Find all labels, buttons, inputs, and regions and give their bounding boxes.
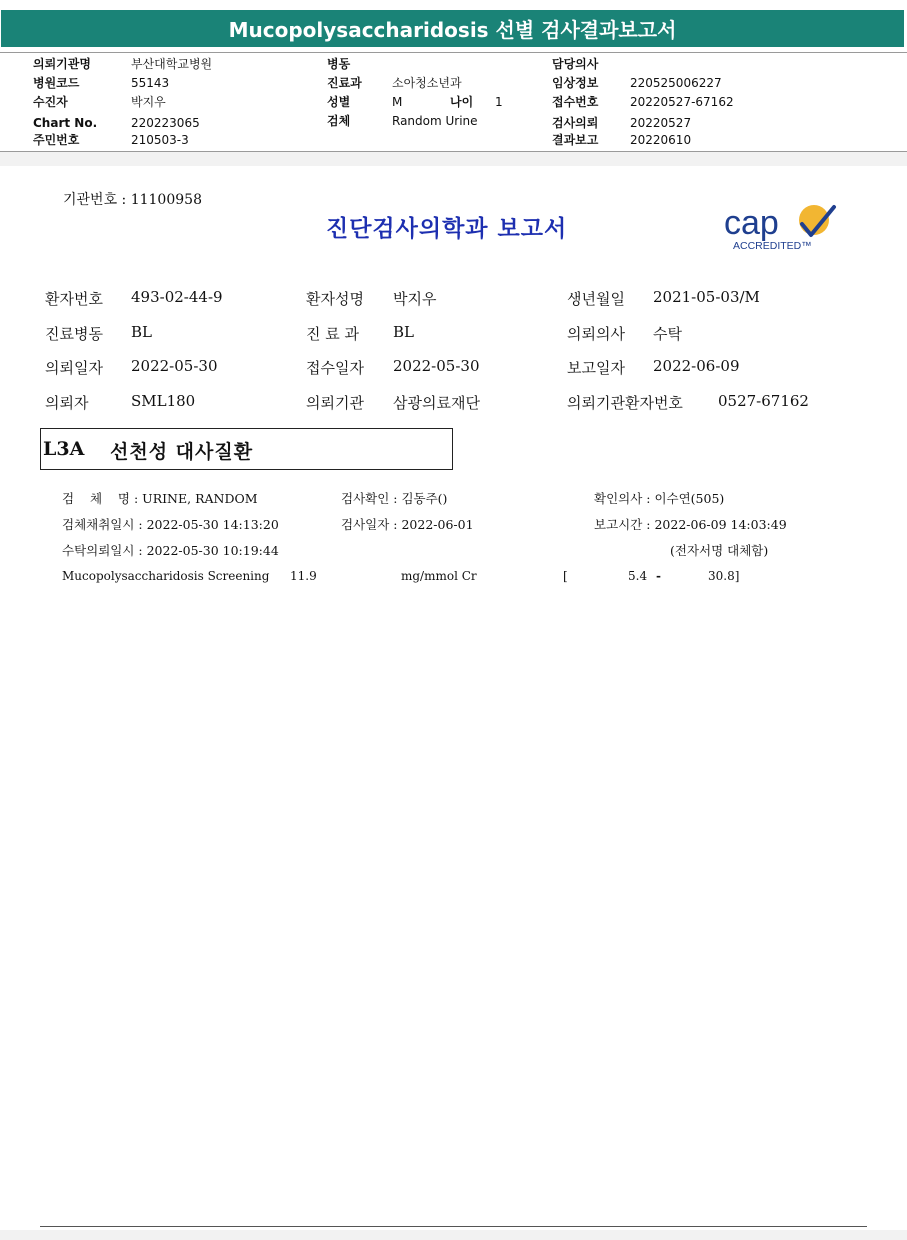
header-label: 결과보고 bbox=[552, 133, 599, 147]
header-value: 소아청소년과 bbox=[392, 76, 462, 90]
patient-info-label: 의뢰자 bbox=[45, 394, 89, 412]
patient-info-value: 2022-05-30 bbox=[393, 357, 480, 375]
header-value: M bbox=[392, 95, 403, 109]
section-code: L3A bbox=[43, 438, 85, 460]
confirming-doctor: 확인의사 : 이수연(505) bbox=[594, 491, 725, 506]
patient-info-label: 의뢰기관환자번호 bbox=[567, 394, 683, 412]
reference-high: 30.8] bbox=[708, 569, 740, 583]
header-label: 의뢰기관명 bbox=[33, 57, 91, 71]
patient-info-value: 박지우 bbox=[393, 290, 437, 308]
report-title: 진단검사의학과 보고서 bbox=[326, 215, 568, 242]
header-label: 수진자 bbox=[33, 95, 68, 109]
patient-info-label: 생년월일 bbox=[567, 290, 625, 308]
institution-number: 기관번호 : 11100958 bbox=[63, 192, 202, 208]
report-time: 보고시간 : 2022-06-09 14:03:49 bbox=[594, 517, 787, 532]
header-label: 검체 bbox=[327, 114, 351, 128]
header-value: 1 bbox=[495, 95, 503, 109]
header-label: Chart No. bbox=[33, 116, 98, 130]
header-label: 검사의뢰 bbox=[552, 116, 599, 130]
test-date: 검사일자 : 2022-06-01 bbox=[341, 517, 474, 532]
result-test-name: Mucopolysaccharidosis Screening bbox=[62, 569, 270, 583]
referral-datetime: 수탁의뢰일시 : 2022-05-30 10:19:44 bbox=[62, 543, 279, 558]
patient-info-value: 2021-05-03/M bbox=[653, 288, 760, 306]
header-label: 담당의사 bbox=[552, 57, 599, 71]
patient-info-value: 2022-06-09 bbox=[653, 357, 740, 375]
report-header-title: Mucopolysaccharidosis 선별 검사결과보고서 bbox=[1, 10, 904, 47]
specimen-name: 검 체 명 : URINE, RANDOM bbox=[62, 491, 258, 506]
patient-info-label: 환자성명 bbox=[306, 290, 364, 308]
header-label: 진료과 bbox=[327, 76, 362, 90]
cap-logo-accredited: ACCREDITED™ bbox=[733, 240, 812, 252]
patient-info-label: 의뢰의사 bbox=[567, 325, 625, 343]
header-top-divider bbox=[0, 52, 907, 53]
section-name: 선천성 대사질환 bbox=[110, 441, 254, 463]
patient-info-value: BL bbox=[393, 323, 414, 341]
header-value: 210503-3 bbox=[131, 133, 189, 147]
page-gap bbox=[0, 152, 907, 166]
reference-low: 5.4 bbox=[628, 569, 648, 583]
cap-logo-wordmark: cap bbox=[724, 204, 779, 242]
patient-info-value: 493-02-44-9 bbox=[131, 288, 223, 306]
footer-divider bbox=[40, 1226, 867, 1227]
header-label: 나이 bbox=[450, 95, 474, 109]
header-value: Random Urine bbox=[392, 114, 478, 128]
result-value: 11.9 bbox=[290, 569, 317, 583]
e-signature-note: (전자서명 대체함) bbox=[670, 543, 769, 558]
reference-dash: - bbox=[656, 569, 661, 583]
cap-accredited-logo bbox=[722, 198, 838, 254]
patient-info-label: 의뢰기관 bbox=[306, 394, 364, 412]
header-value: 부산대학교병원 bbox=[131, 57, 213, 71]
patient-info-label: 진료병동 bbox=[45, 325, 103, 343]
header-label: 임상정보 bbox=[552, 76, 599, 90]
patient-info-value: 수탁 bbox=[653, 325, 682, 343]
reference-open-bracket: [ bbox=[563, 569, 568, 583]
header-value: 220525006227 bbox=[630, 76, 722, 90]
patient-info-value: 0527-67162 bbox=[718, 392, 809, 410]
header-value: 20220610 bbox=[630, 133, 692, 147]
footer-gap bbox=[0, 1230, 907, 1240]
header-label: 병동 bbox=[327, 57, 351, 71]
patient-info-label: 보고일자 bbox=[567, 359, 625, 377]
header-label: 병원코드 bbox=[33, 76, 80, 90]
header-label: 주민번호 bbox=[33, 133, 80, 147]
header-value: 20220527-67162 bbox=[630, 95, 734, 109]
patient-info-label: 접수일자 bbox=[306, 359, 364, 377]
header-label: 성별 bbox=[327, 95, 351, 109]
header-label: 접수번호 bbox=[552, 95, 599, 109]
header-value: 55143 bbox=[131, 76, 170, 90]
patient-info-label: 진 료 과 bbox=[306, 325, 360, 343]
header-value: 20220527 bbox=[630, 116, 692, 130]
patient-info-label: 환자번호 bbox=[45, 290, 103, 308]
patient-info-label: 의뢰일자 bbox=[45, 359, 103, 377]
patient-info-value: SML180 bbox=[131, 392, 196, 410]
patient-info-value: BL bbox=[131, 323, 152, 341]
patient-info-value: 2022-05-30 bbox=[131, 357, 218, 375]
test-confirmer: 검사확인 : 김동주() bbox=[341, 491, 448, 506]
header-value: 220223065 bbox=[131, 116, 200, 130]
patient-info-value: 삼광의료재단 bbox=[393, 394, 480, 412]
header-value: 박지우 bbox=[131, 95, 166, 109]
result-unit: mg/mmol Cr bbox=[401, 569, 477, 583]
collection-datetime: 검체채취일시 : 2022-05-30 14:13:20 bbox=[62, 517, 279, 532]
